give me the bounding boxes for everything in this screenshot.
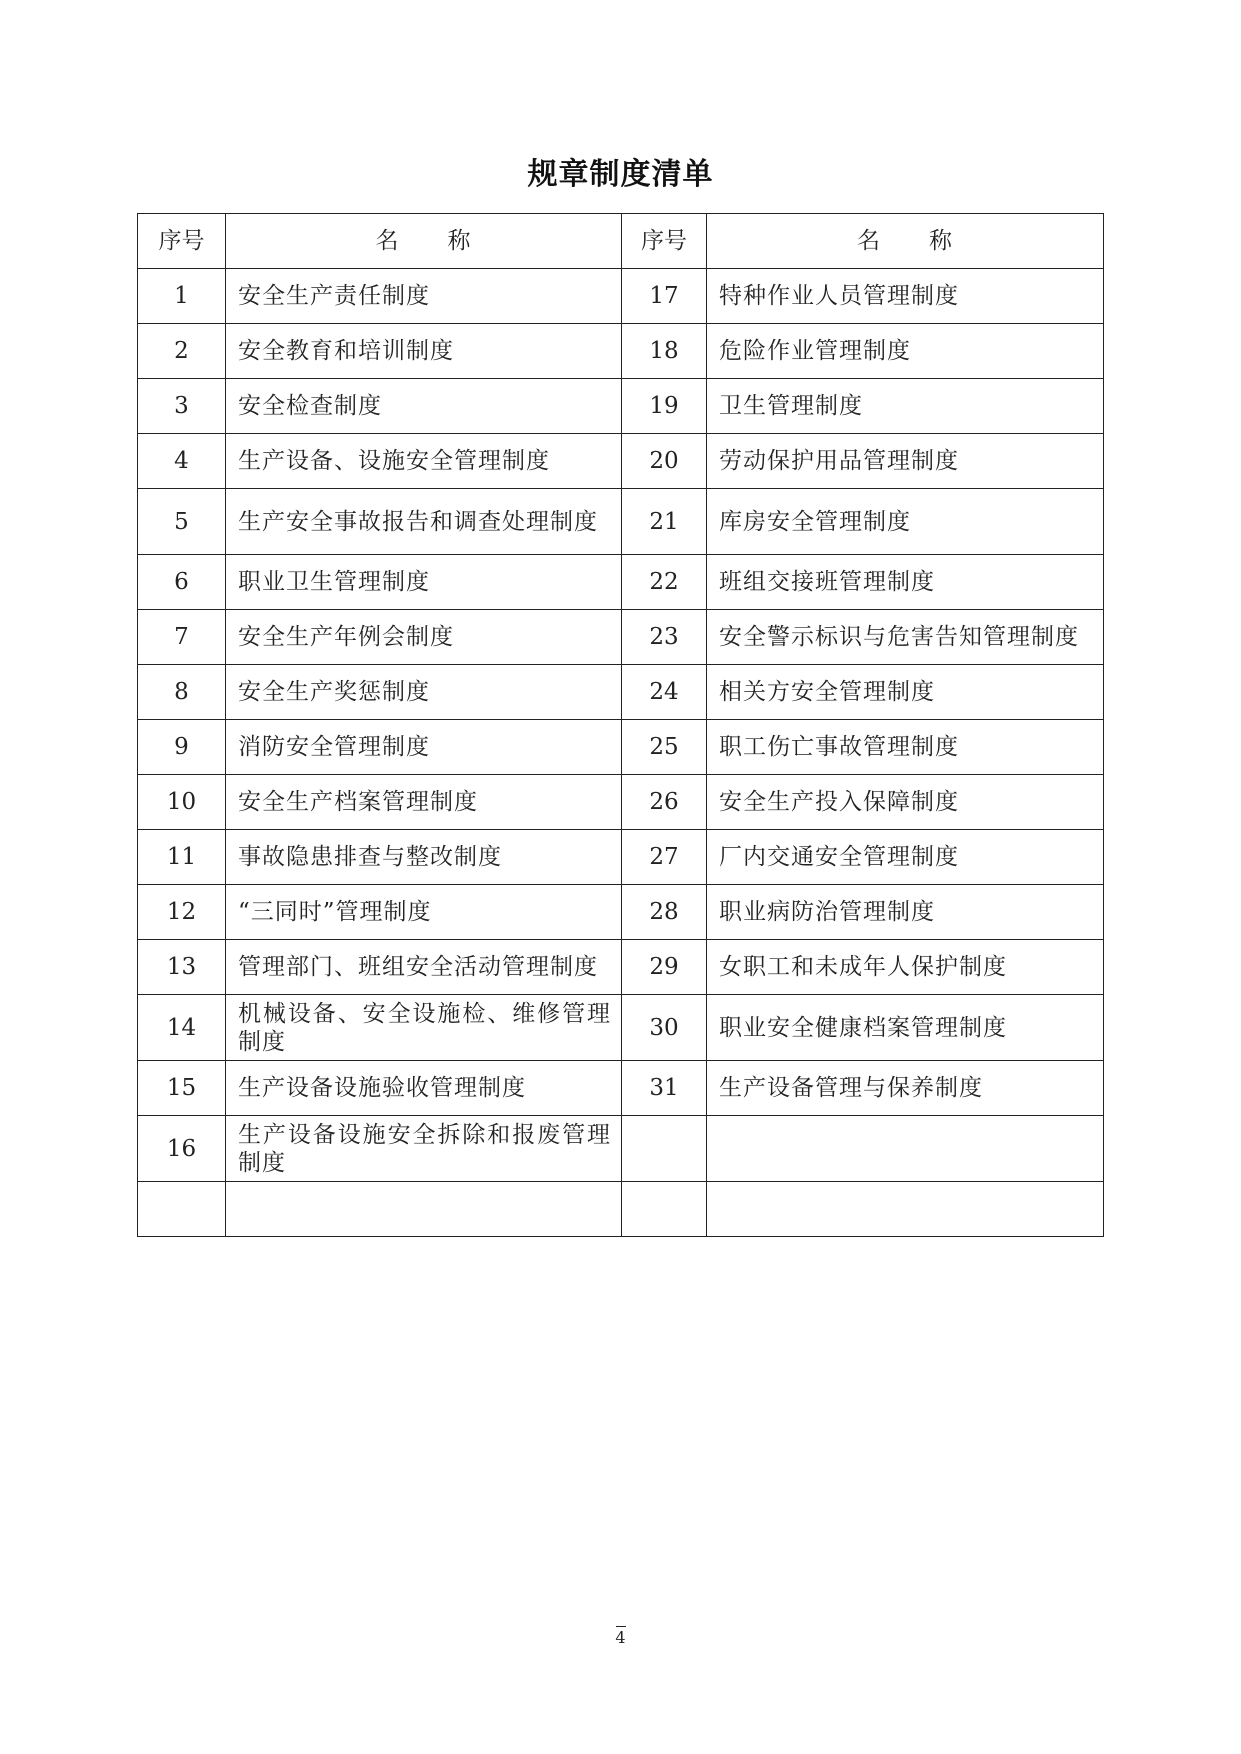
table-row (138, 269, 1104, 324)
regulation-name: 职业安全健康档案管理制度 (707, 995, 1104, 1061)
row-number: 9 (138, 720, 226, 775)
regulation-name: 相关方安全管理制度 (707, 665, 1104, 720)
table-row (138, 1116, 1104, 1182)
row-number: 30 (622, 995, 707, 1061)
row-number (622, 1182, 707, 1237)
table-row (138, 720, 1104, 775)
regulation-name: 职工伤亡事故管理制度 (707, 720, 1104, 775)
row-number: 6 (138, 555, 226, 610)
table-row (138, 434, 1104, 489)
row-number: 5 (138, 489, 226, 555)
table-row (138, 379, 1104, 434)
page-number-text: 4 (615, 1628, 626, 1647)
page-title: 规章制度清单 (527, 157, 714, 192)
regulation-name: 生产设备设施验收管理制度 (226, 1061, 622, 1116)
page-number (0, 1626, 1241, 1647)
regulation-name: 安全生产责任制度 (226, 269, 622, 324)
row-number: 11 (138, 830, 226, 885)
regulation-name (707, 1116, 1104, 1182)
table-row (138, 665, 1104, 720)
row-number: 14 (138, 995, 226, 1061)
header-seq-left: 序号 (138, 214, 226, 269)
regulation-name (226, 1182, 622, 1237)
regulation-name: 职业卫生管理制度 (226, 555, 622, 610)
regulation-name: 生产安全事故报告和调查处理制度 (226, 489, 622, 555)
regulation-name: 安全生产年例会制度 (226, 610, 622, 665)
table-row (138, 995, 1104, 1061)
regulation-name: “三同时”管理制度 (226, 885, 622, 940)
regulation-name: 安全生产投入保障制度 (707, 775, 1104, 830)
row-number: 7 (138, 610, 226, 665)
row-number: 2 (138, 324, 226, 379)
table-row (138, 1182, 1104, 1237)
row-number (138, 1182, 226, 1237)
row-number: 8 (138, 665, 226, 720)
regulation-name: 特种作业人员管理制度 (707, 269, 1104, 324)
regulation-name: 安全生产奖惩制度 (226, 665, 622, 720)
table-row (138, 940, 1104, 995)
regulation-name: 厂内交通安全管理制度 (707, 830, 1104, 885)
regulation-name (707, 1182, 1104, 1237)
row-number: 31 (622, 1061, 707, 1116)
regulation-name: 安全检查制度 (226, 379, 622, 434)
row-number: 24 (622, 665, 707, 720)
row-number: 16 (138, 1116, 226, 1182)
regulation-name: 女职工和未成年人保护制度 (707, 940, 1104, 995)
table-row (138, 610, 1104, 665)
table-row (138, 830, 1104, 885)
regulation-name: 安全教育和培训制度 (226, 324, 622, 379)
row-number: 20 (622, 434, 707, 489)
row-number: 26 (622, 775, 707, 830)
page-number-rule (616, 1626, 626, 1627)
row-number: 4 (138, 434, 226, 489)
regulation-name: 安全生产档案管理制度 (226, 775, 622, 830)
row-number: 12 (138, 885, 226, 940)
row-number: 17 (622, 269, 707, 324)
row-number: 15 (138, 1061, 226, 1116)
row-number: 3 (138, 379, 226, 434)
row-number: 23 (622, 610, 707, 665)
table-row (138, 885, 1104, 940)
row-number: 22 (622, 555, 707, 610)
row-number: 27 (622, 830, 707, 885)
table-row (138, 489, 1104, 555)
regulation-name: 生产设备管理与保养制度 (707, 1061, 1104, 1116)
row-number: 13 (138, 940, 226, 995)
row-number: 18 (622, 324, 707, 379)
regulation-name: 班组交接班管理制度 (707, 555, 1104, 610)
header-seq-right: 序号 (622, 214, 707, 269)
table-header-row (138, 214, 1104, 269)
header-name-right: 名 称 (707, 214, 1104, 269)
header-name-left: 名 称 (226, 214, 622, 269)
row-number: 29 (622, 940, 707, 995)
regulation-name: 管理部门、班组安全活动管理制度 (226, 940, 622, 995)
regulation-name: 消防安全管理制度 (226, 720, 622, 775)
row-number: 1 (138, 269, 226, 324)
row-number: 21 (622, 489, 707, 555)
row-number: 10 (138, 775, 226, 830)
regulation-name: 劳动保护用品管理制度 (707, 434, 1104, 489)
regulation-name: 生产设备、设施安全管理制度 (226, 434, 622, 489)
regulation-name: 机械设备、安全设施检、维修管理制度 (226, 995, 622, 1061)
regulations-table (137, 213, 1104, 1237)
table-row (138, 555, 1104, 610)
row-number (622, 1116, 707, 1182)
regulation-name: 安全警示标识与危害告知管理制度 (707, 610, 1104, 665)
regulation-name: 职业病防治管理制度 (707, 885, 1104, 940)
regulation-name: 库房安全管理制度 (707, 489, 1104, 555)
table-row (138, 324, 1104, 379)
row-number: 28 (622, 885, 707, 940)
table-row (138, 1061, 1104, 1116)
table-row (138, 775, 1104, 830)
row-number: 19 (622, 379, 707, 434)
regulation-name: 卫生管理制度 (707, 379, 1104, 434)
regulation-name: 事故隐患排查与整改制度 (226, 830, 622, 885)
row-number: 25 (622, 720, 707, 775)
regulation-name: 生产设备设施安全拆除和报废管理制度 (226, 1116, 622, 1182)
regulation-name: 危险作业管理制度 (707, 324, 1104, 379)
